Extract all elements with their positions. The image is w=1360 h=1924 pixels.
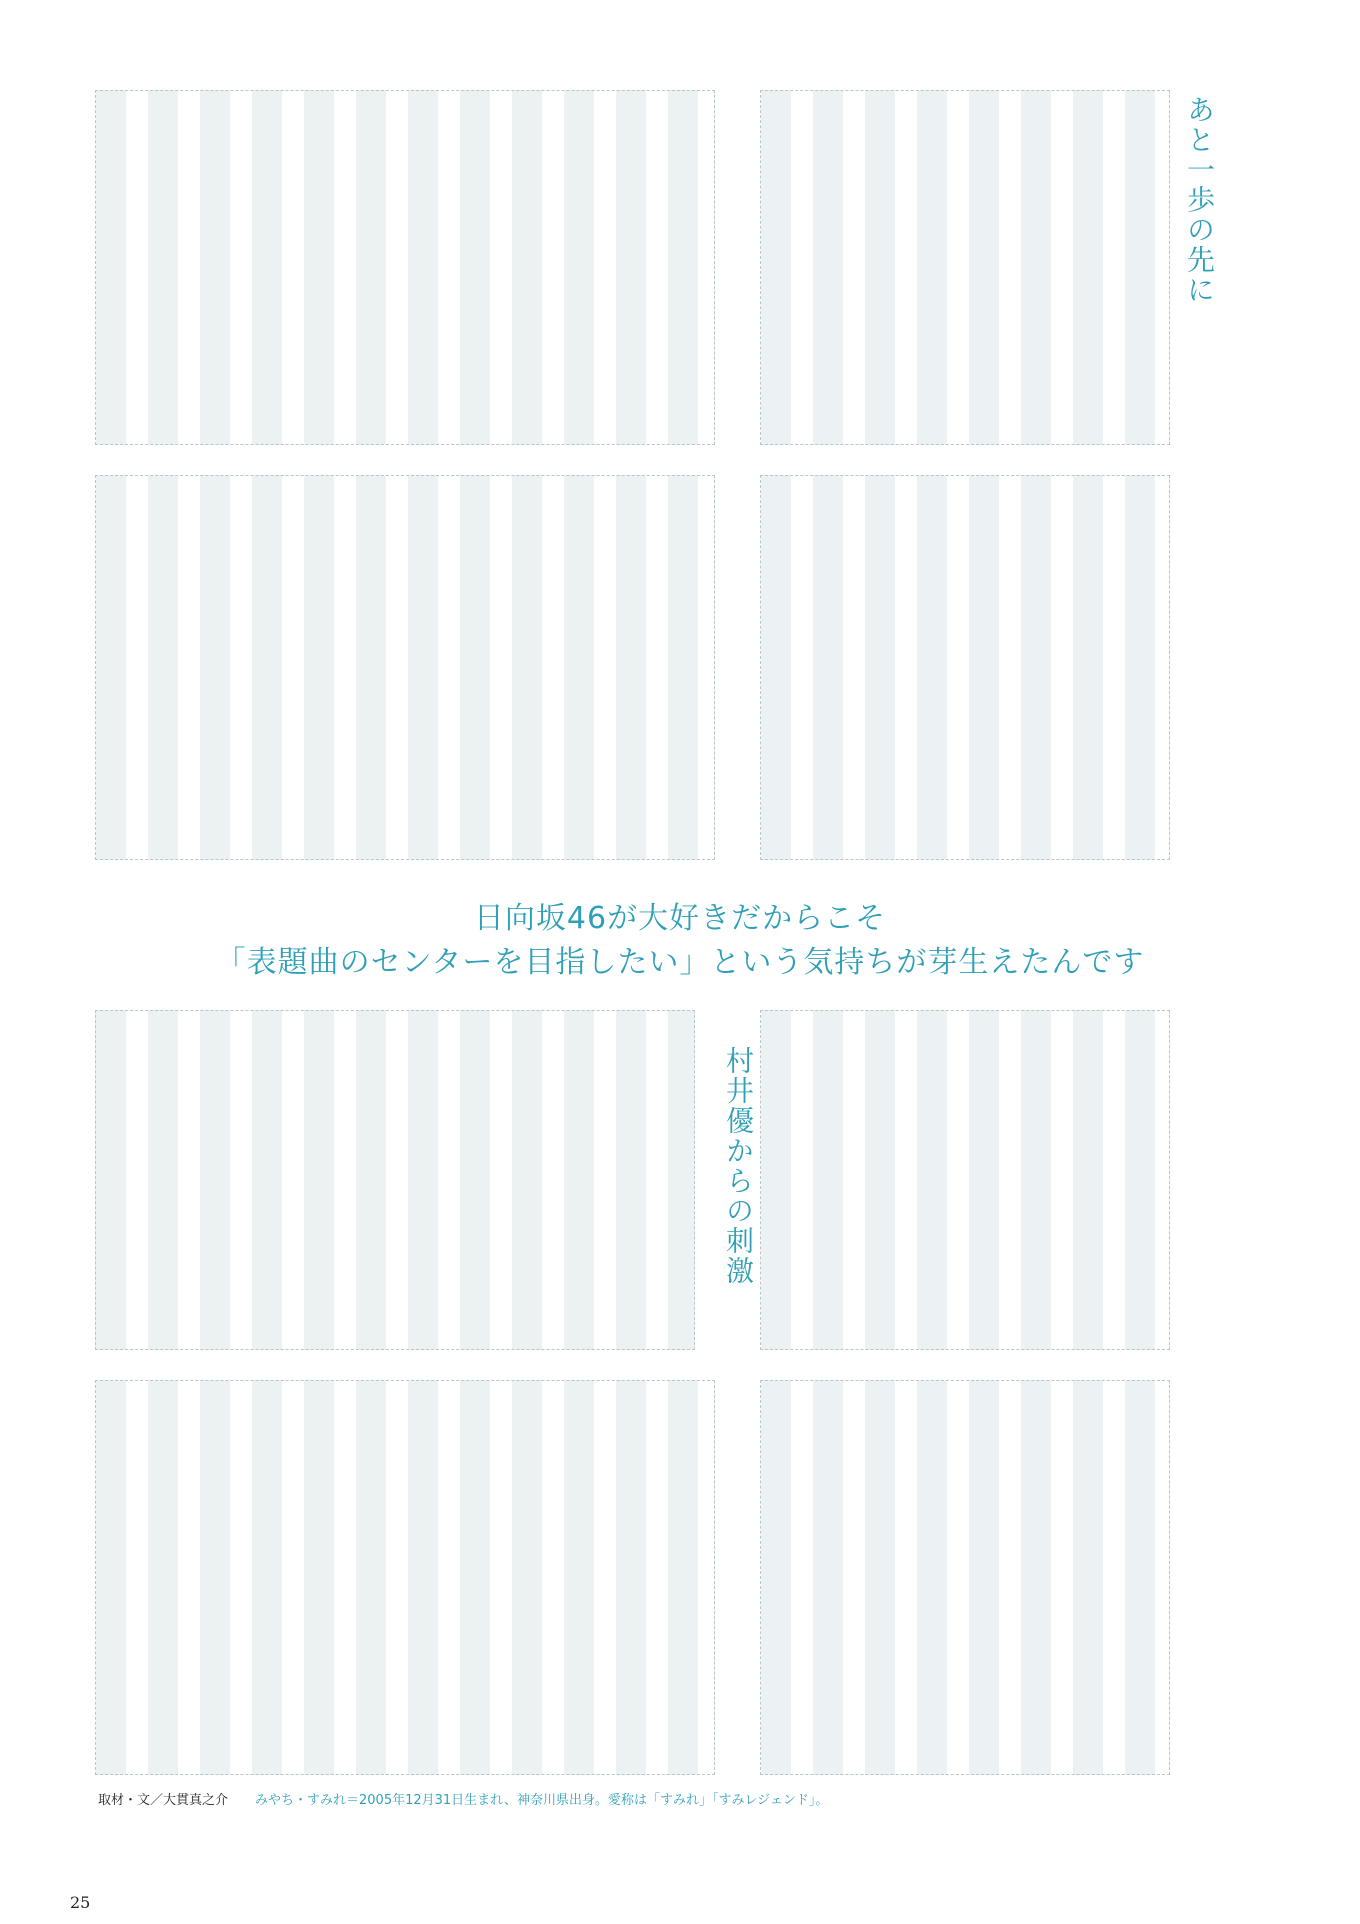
body-text-block-bottom-right [760, 1380, 1170, 1775]
body-text-block-middle-right [760, 475, 1170, 860]
pull-quote-line-1: 日向坂46が大好きだからこそ [473, 901, 887, 936]
section-heading-bottom: 村井優からの刺激 [722, 1046, 755, 1286]
pull-quote [0, 900, 1360, 981]
pull-quote-line-2: 「表題曲のセンターを目指したい」という気持ちが芽生えたんです [215, 944, 1145, 980]
body-text-block-lower-left [95, 1010, 695, 1350]
section-heading-top: あと一歩の先に [1183, 95, 1216, 305]
body-text-block-lower-right [760, 1010, 1170, 1350]
body-text-block-top-right [760, 90, 1170, 445]
credit-line: 取材・文／大貫真之介 [98, 1793, 229, 1808]
body-text-block-middle-left [95, 475, 715, 860]
body-text-block-top-left [95, 90, 715, 445]
profile-line: みやち・すみれ＝2005年12月31日生まれ、神奈川県出身。愛称は「すみれ」「すみレジェンド」。 [255, 1793, 829, 1808]
page-number: 25 [70, 1893, 91, 1912]
body-text-block-bottom-left [95, 1380, 715, 1775]
